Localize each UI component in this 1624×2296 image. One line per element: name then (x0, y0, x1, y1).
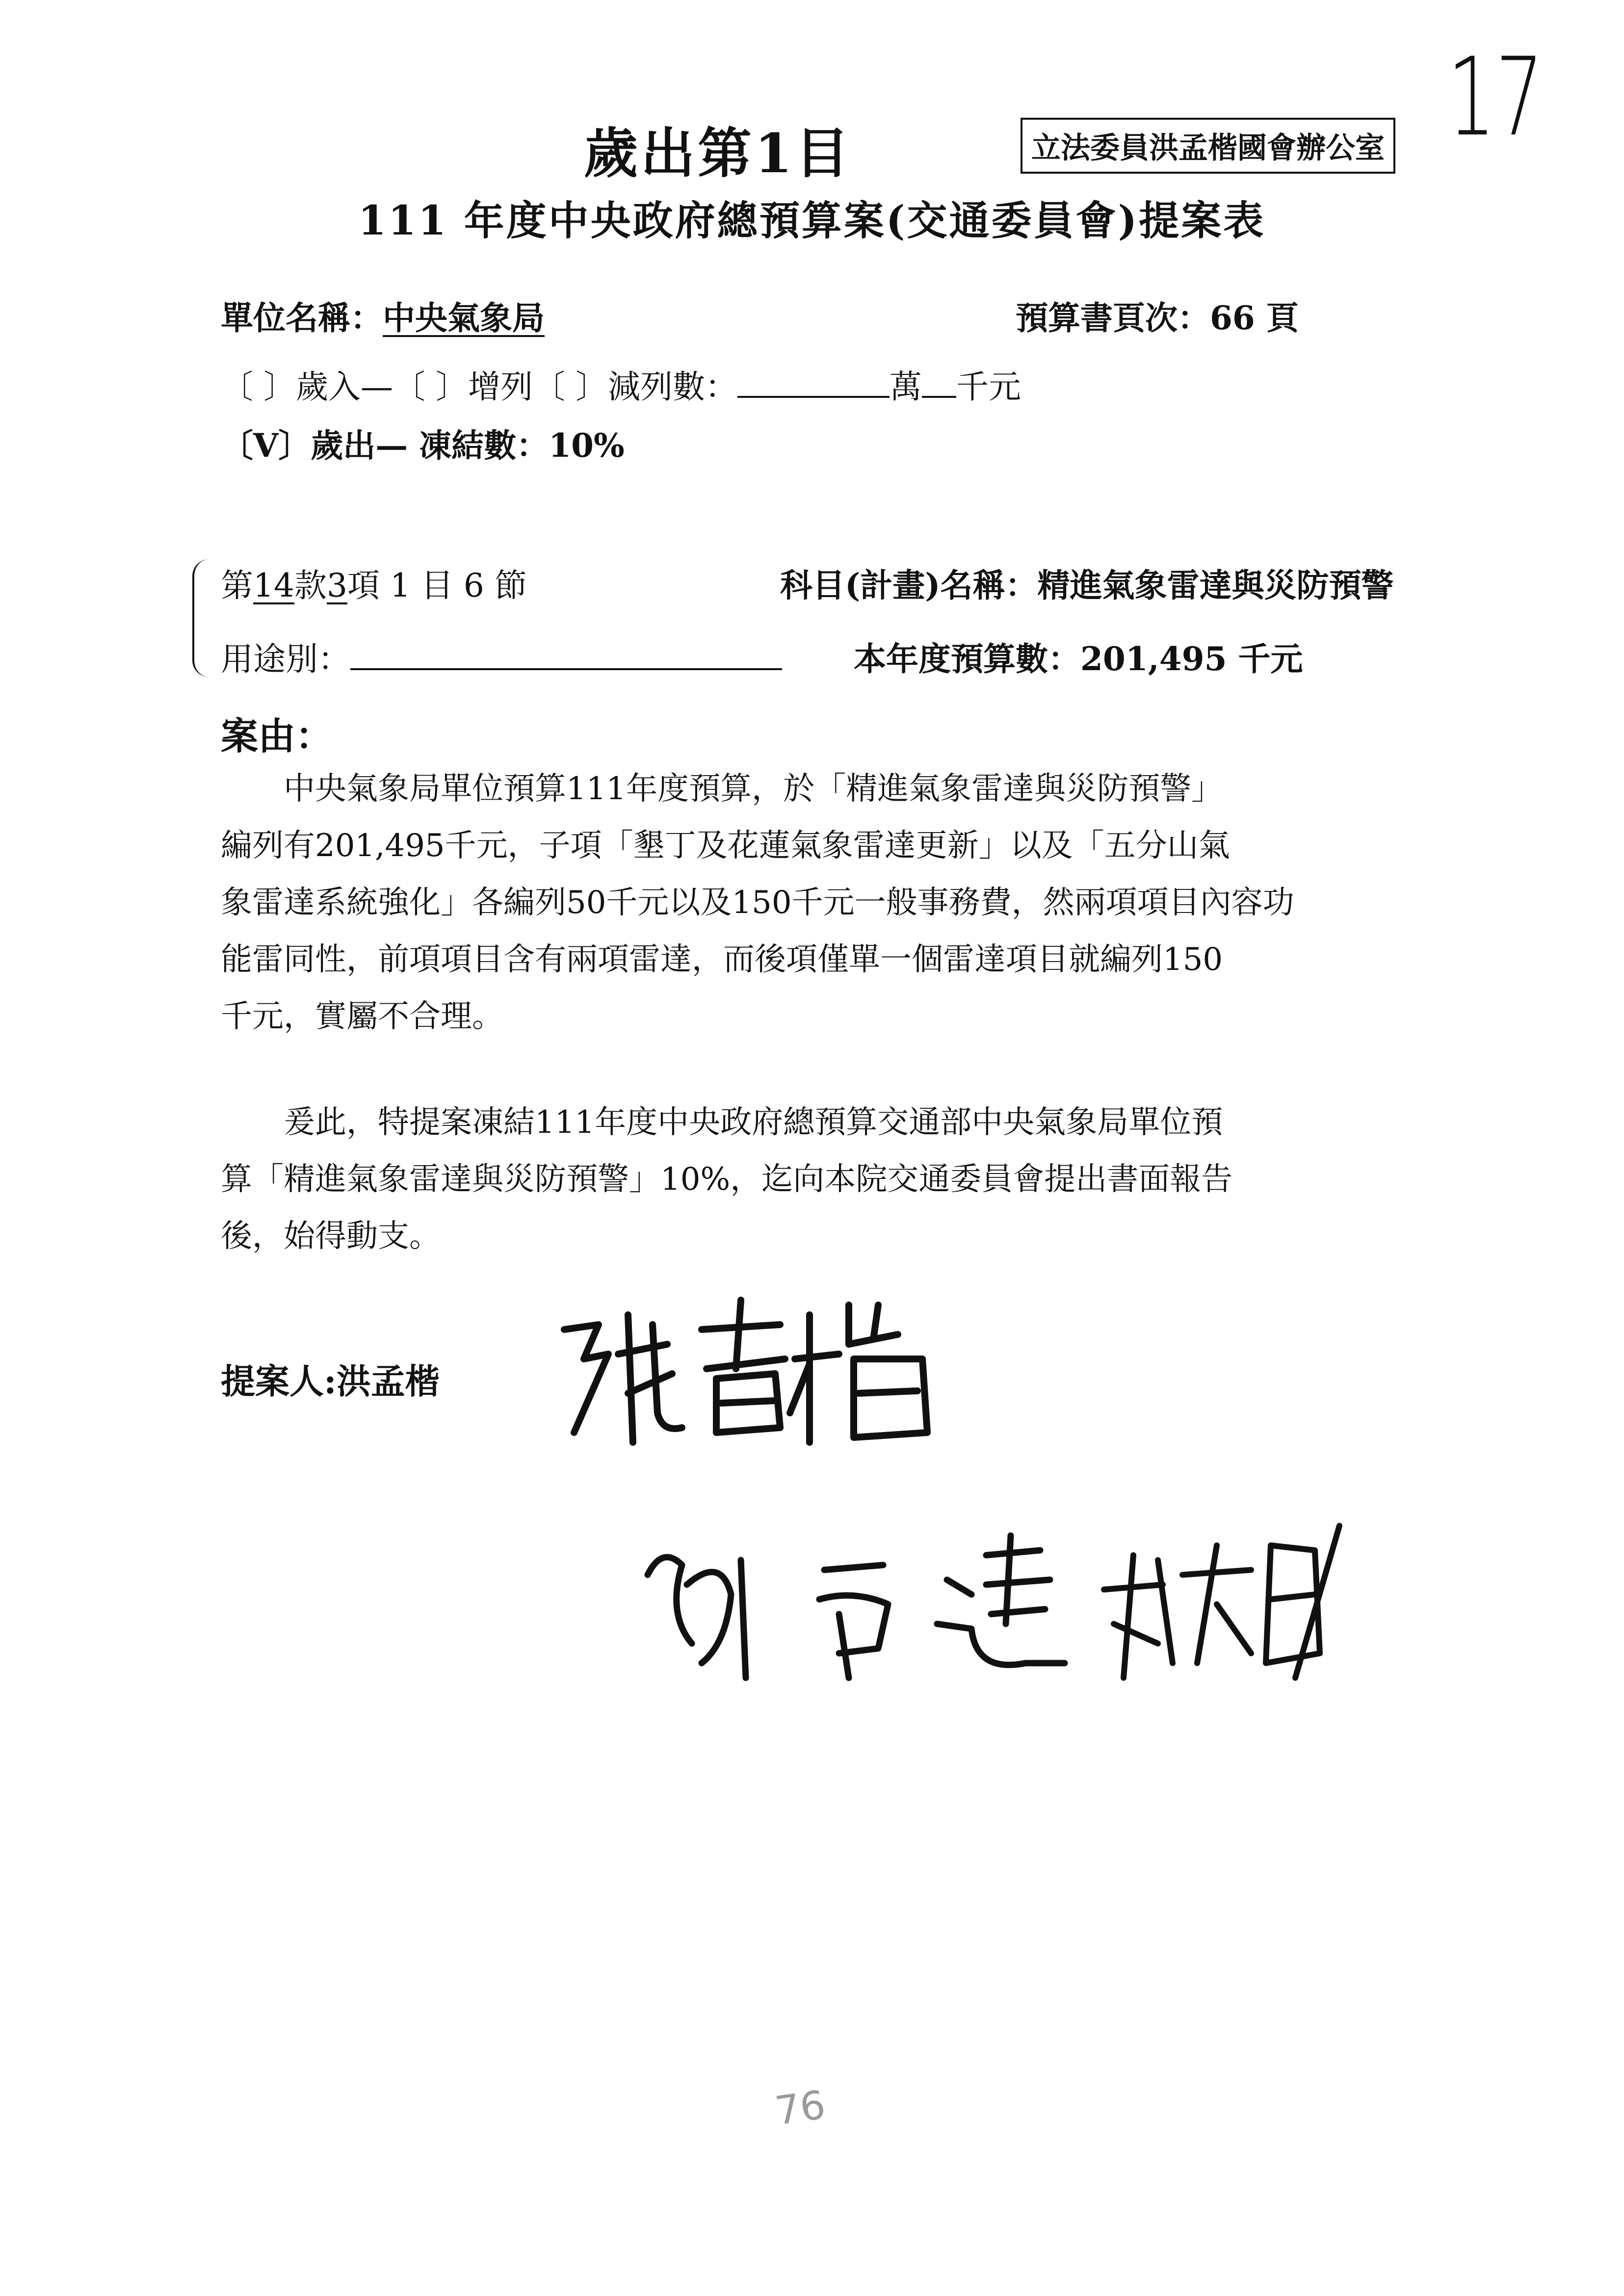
amount-blank-2 (922, 396, 956, 398)
para-line: 千元，實屬不合理。 (221, 998, 503, 1035)
para-line: 算「精進氣象雷達與災防預警」10%，迄向本院交通委員會提出書面報告 (221, 1161, 1233, 1198)
handwritten-page-number: 17 (1447, 34, 1544, 160)
para-line: 中央氣象局單位預算111年度預算，於「精進氣象雷達與災防預警」 (221, 771, 1223, 807)
revenue-prefix: 〔 〕歲入—〔 〕增列〔 〕減列數： (221, 368, 737, 406)
reason-paragraph-1 (221, 760, 1433, 1045)
para-line: 爰此，特提案凍結111年度中央政府總預算交通部中央氣象局單位預 (221, 1104, 1223, 1141)
expenditure-line: 〔V〕歲出— 凍結數：10% (221, 426, 625, 465)
document-title: 111 年度中央政府總預算案(交通委員會)提案表 (358, 197, 1266, 244)
amount-blank (737, 396, 890, 398)
plan-name: 科目(計畫)名稱：精進氣象雷達與災防預警 (780, 566, 1394, 604)
proposer-label: 提案人:洪孟楷 (221, 1361, 440, 1402)
section-prefix: 第 (221, 567, 253, 604)
kuan-label: 款 (294, 567, 327, 604)
unit-value: 中央氣象局 (383, 299, 545, 337)
para-line: 能雷同性，前項項目含有兩項雷達，而後項僅單一個雷達項目就編列150 (221, 941, 1223, 978)
usage-blank (350, 668, 782, 670)
para-line: 編列有201,495千元，子項「墾丁及花蓮氣象雷達更新」以及「五分山氣 (221, 828, 1230, 864)
unit-label: 單位名稱： (221, 299, 383, 337)
office-stamp: 立法委員洪孟楷國會辦公室 (1021, 118, 1395, 174)
reason-label: 案由： (221, 714, 333, 758)
handwritten-footer-mark: 76 (772, 2082, 828, 2134)
budget-amount: 本年度預算數：201,495 千元 (854, 640, 1303, 678)
item-section (221, 559, 527, 606)
reason-paragraph-2 (221, 1094, 1433, 1265)
usage-label: 用途別： (221, 640, 350, 678)
bracket (192, 559, 209, 677)
usage-row (221, 633, 782, 679)
signature-main (554, 1285, 957, 1452)
unit-wan: 萬 (889, 368, 922, 406)
xiang-number: 3 (326, 567, 347, 604)
stamp-title: 歲出第1目 (584, 122, 852, 185)
unit-row (221, 292, 545, 339)
unit-qianyuan: 千元 (956, 368, 1021, 406)
cosigner-signatures (633, 1516, 1369, 1683)
section-rest: 項 1 目 6 節 (347, 567, 527, 604)
para-line: 後，始得動支。 (221, 1218, 441, 1254)
budget-page: 預算書頁次：66 頁 (1016, 299, 1299, 337)
para-line: 象雷達系統強化」各編列50千元以及150千元一般事務費，然兩項項目內容功 (221, 885, 1294, 921)
revenue-line (221, 361, 1021, 407)
kuan-number: 14 (253, 567, 294, 604)
